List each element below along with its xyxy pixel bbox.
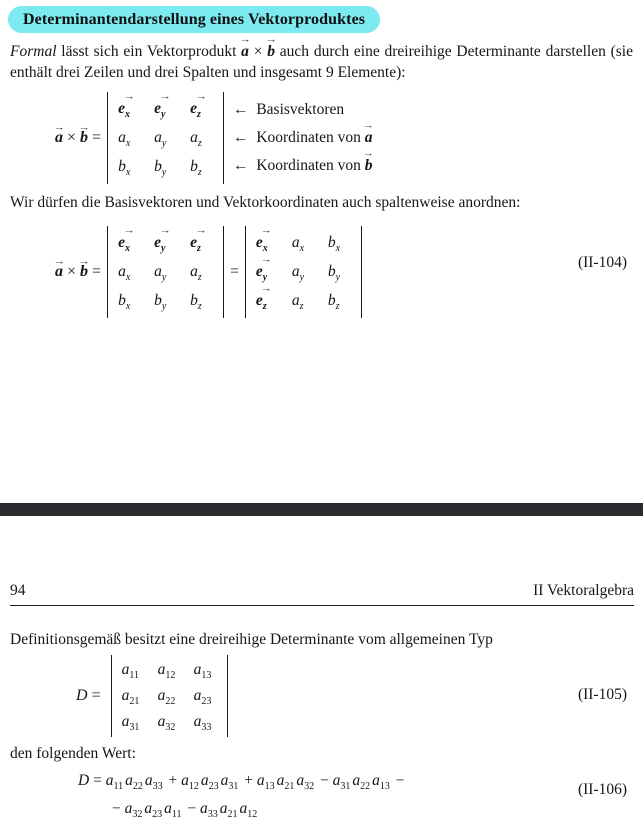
math-token: = bbox=[230, 263, 239, 280]
vector-symbol: b → bbox=[80, 263, 88, 281]
math-token: $a_z$ bbox=[190, 263, 202, 284]
intro-paragraph bbox=[10, 41, 633, 83]
math-token: − bbox=[112, 800, 125, 817]
math-token: $b_z$ bbox=[190, 158, 202, 179]
equation-basis-determinant bbox=[55, 92, 373, 184]
equation-number-II-105: (II-105) bbox=[577, 686, 627, 703]
section-heading: Determinantendarstellung eines Vektorproduktes bbox=[23, 11, 366, 28]
math-token: $a_x$ bbox=[118, 129, 131, 150]
row-annotations bbox=[224, 92, 372, 184]
math-token: $a_{23}$ bbox=[144, 800, 163, 821]
expansion-line-2 bbox=[112, 798, 404, 820]
equation-lhs bbox=[55, 263, 101, 281]
definition-paragraph: Definitionsgemäß besitzt eine dreireihige Determinante vom allgemeinen Typ bbox=[10, 631, 493, 648]
math-token: $a_{32}$ bbox=[157, 713, 176, 734]
inline-vector-product bbox=[241, 43, 275, 60]
determinant-matrix bbox=[118, 98, 213, 178]
math-token: = bbox=[89, 772, 106, 789]
math-token: $a_{33}$ bbox=[193, 713, 212, 734]
vector-symbol: $e_z$ → bbox=[190, 98, 213, 120]
math-token: $a_{11}$ bbox=[121, 661, 139, 682]
math-token: × bbox=[63, 263, 81, 280]
determinant bbox=[107, 92, 224, 184]
vector-symbol: $e_z$ → bbox=[190, 232, 213, 254]
math-token: + bbox=[164, 772, 182, 789]
equation-lhs bbox=[55, 129, 101, 147]
math-token: $a_{21}$ bbox=[276, 772, 295, 793]
math-token: $b_y$ bbox=[154, 158, 167, 179]
math-token: $a_{21}$ bbox=[219, 800, 238, 821]
math-token: $a_{22}$ bbox=[352, 772, 371, 793]
math-token: $a_y$ bbox=[154, 129, 167, 150]
columnwise-paragraph: Wir dürfen die Basisvektoren und Vektorkoordinaten auch spaltenweise anordnen: bbox=[10, 194, 521, 211]
math-token: $a_{13}$ bbox=[256, 772, 275, 793]
annotation-basisvektoren bbox=[233, 99, 372, 121]
running-head bbox=[10, 582, 634, 606]
expansion-line-1 bbox=[78, 770, 404, 792]
math-token: ← bbox=[233, 129, 257, 146]
math-token: $a_{11}$ bbox=[164, 800, 182, 821]
math-token: $a_{31}$ bbox=[332, 772, 351, 793]
math-token: $a_{32}$ bbox=[124, 800, 143, 821]
general-determinant bbox=[111, 655, 228, 737]
vector-symbol: $e_y$ → bbox=[154, 232, 177, 254]
intro-text-post: auch durch eine dreireihige Determinante darstellen (sie enthält drei Zeilen und drei Spalten und insgesamt 9 Elemente): bbox=[10, 43, 633, 81]
math-token: ← bbox=[233, 157, 257, 174]
math-token: $a_{22}$ bbox=[125, 772, 143, 793]
math-token: $a_y$ bbox=[291, 263, 305, 284]
vector-symbol: $e_x$ → bbox=[256, 232, 279, 254]
chapter-title: II Vektoralgebra bbox=[533, 582, 634, 599]
math-token: $a_x$ bbox=[118, 263, 131, 284]
equation-number-II-104: (II-104) bbox=[577, 254, 627, 271]
math-token: $b_x$ bbox=[327, 234, 341, 255]
math-token: $a_{12}$ bbox=[157, 661, 176, 682]
math-token: D bbox=[78, 772, 90, 789]
vector-symbol: a → bbox=[241, 41, 249, 62]
math-token: $a_{12}$ bbox=[181, 772, 199, 793]
intro-word-formal: Formal bbox=[10, 43, 57, 60]
math-token: = bbox=[88, 263, 102, 280]
math-token: Koordinaten von bbox=[256, 157, 365, 174]
determinant-matrix bbox=[118, 232, 213, 312]
vector-symbol: $e_x$ → bbox=[118, 98, 141, 120]
math-token: $a_{23}$ bbox=[193, 687, 212, 708]
equation-II-104 bbox=[55, 226, 362, 318]
math-token: $a_{21}$ bbox=[121, 687, 140, 708]
vector-symbol: $e_y$ → bbox=[256, 261, 279, 283]
value-paragraph: den folgenden Wert: bbox=[10, 745, 136, 762]
equals-sign bbox=[230, 263, 239, 281]
math-token: $a_x$ bbox=[291, 234, 305, 255]
vector-symbol: a → bbox=[55, 129, 63, 147]
vector-symbol: $e_y$ → bbox=[154, 98, 177, 120]
math-token: Basisvektoren bbox=[256, 101, 345, 118]
math-token: − bbox=[183, 800, 201, 817]
math-token: Koordinaten von bbox=[256, 129, 365, 146]
math-token: $a_{32}$ bbox=[296, 772, 315, 793]
vector-symbol: a → bbox=[365, 127, 373, 149]
equation-lhs bbox=[76, 687, 105, 705]
math-token: $a_{11}$ bbox=[105, 772, 124, 793]
vector-symbol: $e_z$ → bbox=[256, 290, 279, 312]
math-token: $b_y$ bbox=[327, 263, 341, 284]
math-token: × bbox=[248, 43, 268, 60]
math-token: $a_{33}$ bbox=[144, 772, 163, 793]
vector-symbol: b → bbox=[80, 129, 88, 147]
math-token: × bbox=[63, 129, 81, 146]
math-token: $b_y$ bbox=[154, 292, 167, 313]
math-token: $a_y$ bbox=[154, 263, 167, 284]
equation-II-105 bbox=[76, 655, 228, 737]
math-token: $b_x$ bbox=[118, 158, 131, 179]
equation-number-II-106: (II-106) bbox=[577, 781, 627, 798]
page-number: 94 bbox=[10, 582, 26, 599]
math-token: $a_{33}$ bbox=[200, 800, 218, 821]
math-token: $b_z$ bbox=[327, 292, 340, 313]
math-token: = bbox=[88, 129, 102, 146]
determinant-rowwise bbox=[107, 226, 224, 318]
vector-symbol: b → bbox=[365, 155, 373, 177]
determinant-matrix bbox=[122, 659, 217, 733]
vector-symbol: b → bbox=[267, 41, 275, 62]
page-divider-bar bbox=[0, 503, 643, 516]
annotation-koordinaten-a bbox=[233, 127, 372, 149]
math-token: $a_z$ bbox=[291, 292, 304, 313]
math-token: $b_z$ bbox=[190, 292, 202, 313]
determinant-columnwise bbox=[245, 226, 362, 318]
math-token: $a_{13}$ bbox=[372, 772, 390, 793]
vector-symbol: a → bbox=[55, 263, 63, 281]
math-token: $a_{13}$ bbox=[193, 661, 212, 682]
determinant-matrix bbox=[256, 232, 351, 312]
math-token: − bbox=[391, 772, 405, 789]
annotation-koordinaten-b bbox=[233, 155, 372, 177]
intro-text-pre: lässt sich ein Vektorprodukt bbox=[56, 43, 242, 60]
math-token: − bbox=[316, 772, 333, 789]
math-token: $a_{22}$ bbox=[157, 687, 176, 708]
math-token: + bbox=[240, 772, 257, 789]
equation-II-106 bbox=[78, 770, 404, 820]
math-token: $a_{23}$ bbox=[200, 772, 219, 793]
math-token: D bbox=[76, 687, 88, 704]
math-token: $a_{31}$ bbox=[121, 713, 140, 734]
math-token: $b_x$ bbox=[118, 292, 131, 313]
math-token: $a_{12}$ bbox=[239, 800, 258, 821]
vector-symbol: $e_x$ → bbox=[118, 232, 141, 254]
math-token: $a_{31}$ bbox=[220, 772, 239, 793]
math-token: $a_z$ bbox=[190, 129, 202, 150]
math-token: = bbox=[87, 687, 105, 704]
section-heading-highlight bbox=[8, 6, 380, 33]
math-token: ← bbox=[233, 101, 257, 118]
